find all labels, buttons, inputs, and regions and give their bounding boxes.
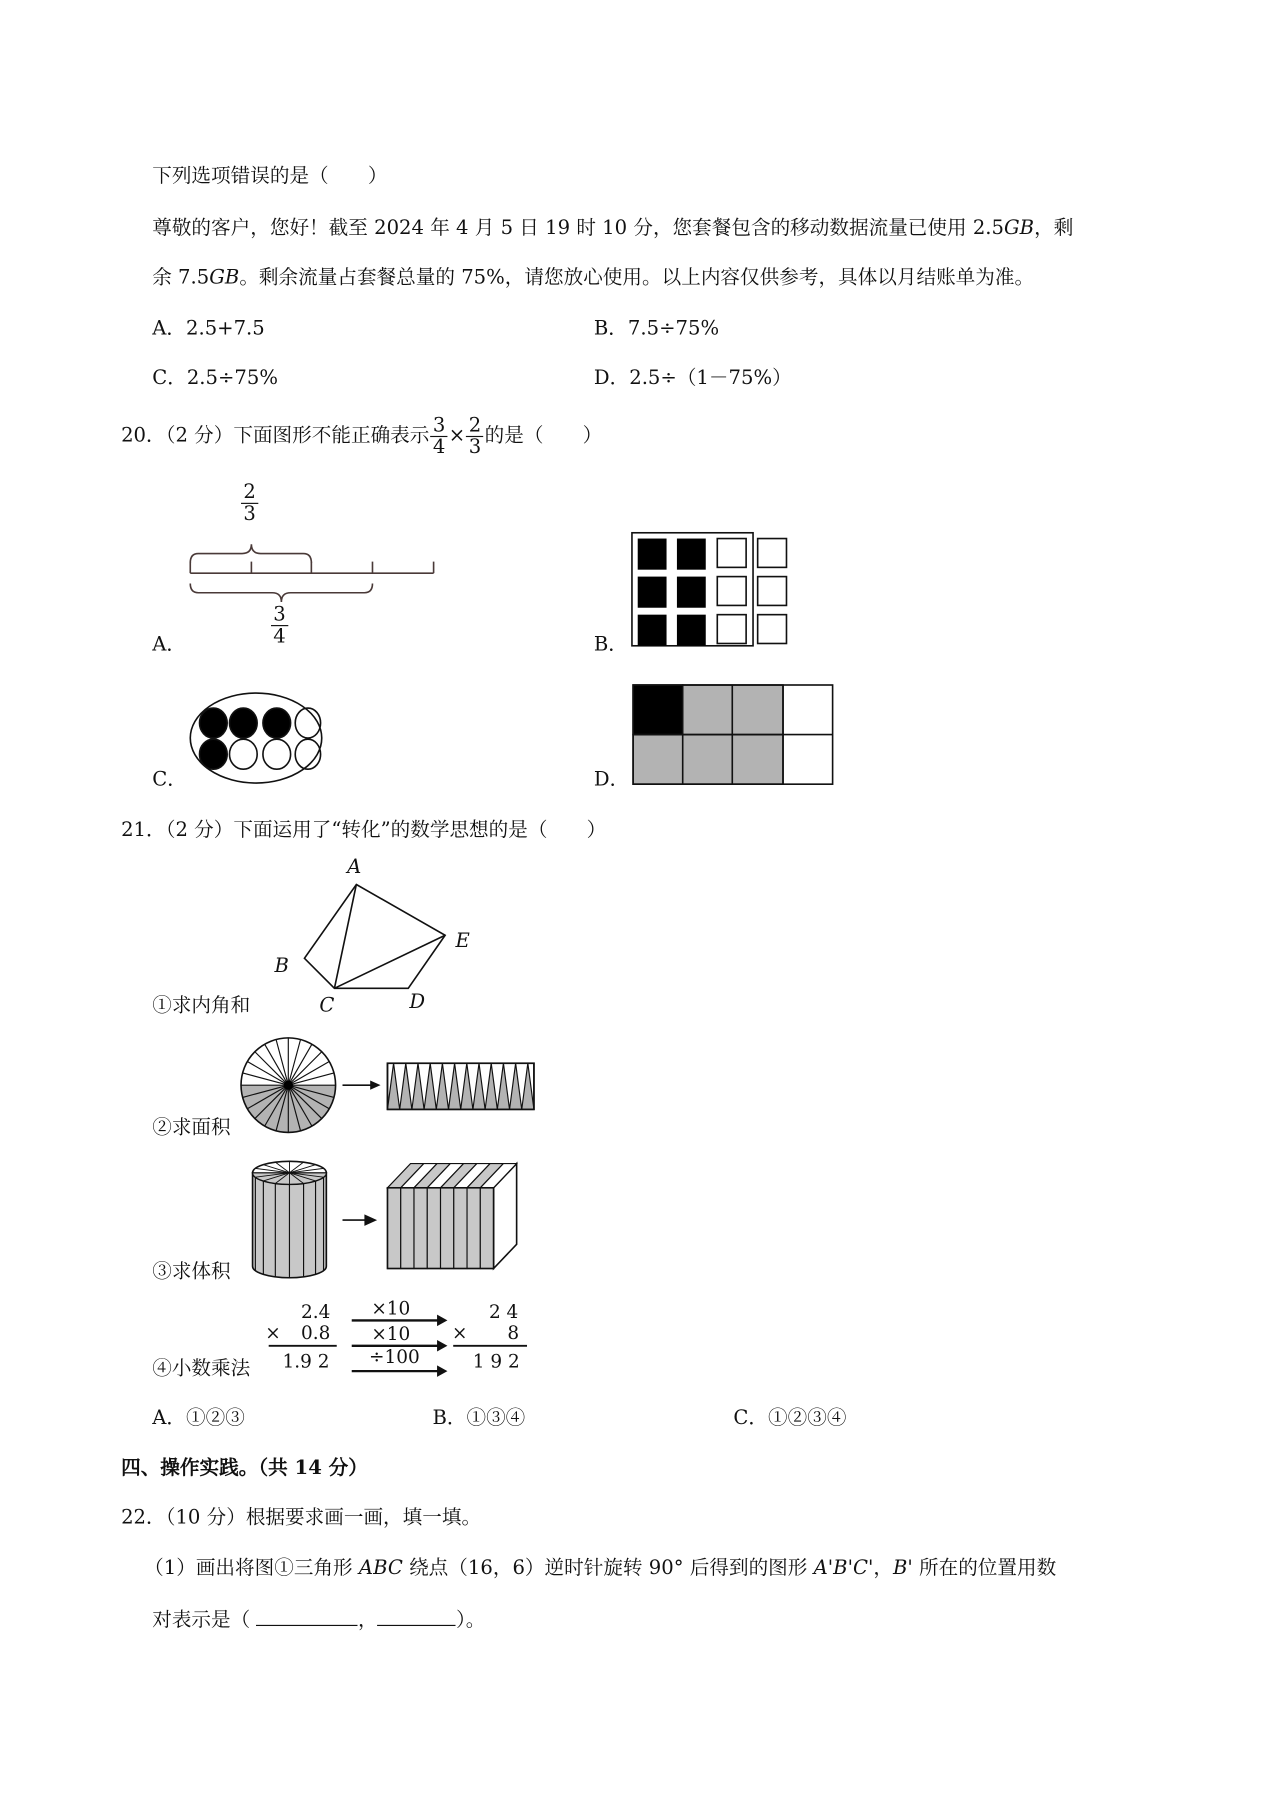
q21-item-3: ③求体积 bbox=[152, 1260, 231, 1284]
q19-option-a[interactable]: A．2.5+7.5 bbox=[152, 317, 265, 341]
calc-left-result: 1.9 2 bbox=[282, 1350, 330, 1373]
calc-right-times: × bbox=[452, 1321, 468, 1344]
cuboid-slice bbox=[401, 1188, 414, 1269]
text: 所在的位置用数 bbox=[912, 1556, 1057, 1580]
vertex-b: B bbox=[274, 954, 289, 978]
calc-right-result: 1 9 2 bbox=[472, 1350, 520, 1373]
numerator: 2 bbox=[241, 482, 258, 504]
times-sign: × bbox=[448, 424, 466, 448]
q21-item-2: ②求面积 bbox=[152, 1116, 231, 1140]
text: 20．（2 分）下面图形不能正确表示 bbox=[121, 424, 430, 448]
text: ）。 bbox=[455, 1608, 486, 1632]
cuboid-slice bbox=[427, 1188, 440, 1269]
rectangle-grid-figure bbox=[633, 685, 833, 784]
text: ，剩 bbox=[1034, 216, 1074, 240]
calc-left-mid: 0.8 bbox=[300, 1321, 331, 1344]
text: A'B'C' bbox=[813, 1556, 874, 1580]
answer-blank-y[interactable] bbox=[378, 1606, 456, 1626]
vertex-d: D bbox=[409, 990, 426, 1014]
unit: GB bbox=[209, 266, 240, 290]
text: ABC bbox=[358, 1556, 403, 1580]
section-heading: 四、操作实践。（共 14 分） bbox=[121, 1456, 368, 1480]
text: 绕点（16，6）逆时针旋转 90° 后得到的图形 bbox=[402, 1556, 814, 1580]
q20-label-c[interactable]: C． bbox=[152, 768, 187, 792]
text: （1）画出将图①三角形 bbox=[144, 1556, 359, 1580]
q21-item-1: ①求内角和 bbox=[152, 994, 251, 1018]
calc-arrow-label: ÷100 bbox=[369, 1345, 420, 1368]
cuboid-slice bbox=[467, 1188, 480, 1269]
q19-option-b[interactable]: B．7.5÷75% bbox=[593, 317, 720, 341]
text: 余 7.5 bbox=[152, 266, 210, 290]
q21-option-a[interactable]: A．①②③ bbox=[152, 1406, 245, 1430]
number-line-figure bbox=[190, 544, 433, 602]
calc-left-times: × bbox=[265, 1321, 281, 1344]
circles-figure bbox=[190, 693, 321, 783]
denominator: 3 bbox=[468, 435, 482, 459]
calc-right-top: 2 4 bbox=[488, 1300, 519, 1323]
cuboid-slice bbox=[414, 1188, 427, 1269]
pentagon-figure bbox=[304, 885, 445, 989]
q21-option-b[interactable]: B．①③④ bbox=[432, 1406, 526, 1430]
vertex-e: E bbox=[455, 929, 470, 953]
cylinder-to-cuboid-figure bbox=[253, 1161, 517, 1277]
q21-option-c[interactable]: C．①②③④ bbox=[733, 1406, 847, 1430]
cuboid-slice bbox=[454, 1188, 467, 1269]
cuboid-slice bbox=[480, 1188, 493, 1269]
numerator: 2 bbox=[466, 415, 483, 437]
numerator: 3 bbox=[431, 415, 448, 437]
denominator: 4 bbox=[432, 435, 446, 459]
circle-to-rectangle-figure bbox=[241, 1038, 534, 1133]
denominator: 3 bbox=[243, 502, 256, 526]
q20-label-b[interactable]: B． bbox=[593, 633, 628, 657]
center-dot bbox=[284, 1081, 293, 1090]
q20-label-d[interactable]: D． bbox=[593, 768, 630, 792]
text: ， bbox=[873, 1556, 893, 1580]
calc-arrow-label: ×10 bbox=[371, 1297, 411, 1320]
q19-prompt: 下列选项错误的是（ ） bbox=[152, 164, 388, 188]
unit: GB bbox=[1004, 216, 1035, 240]
text: 的是（ ） bbox=[484, 424, 603, 448]
cuboid-slice bbox=[441, 1188, 454, 1269]
q21-item-4: ④小数乘法 bbox=[152, 1357, 251, 1381]
text: ， bbox=[357, 1608, 378, 1632]
grid-squares-figure bbox=[632, 533, 787, 646]
q19-option-c[interactable]: C．2.5÷75% bbox=[152, 366, 279, 390]
text: 对表示是（ bbox=[152, 1608, 257, 1632]
q22-part1 bbox=[144, 1556, 1056, 1581]
sector-strips bbox=[387, 1063, 533, 1109]
text: B' bbox=[892, 1556, 913, 1580]
q22-part1-line2 bbox=[152, 1606, 485, 1633]
calc-arrow-label: ×10 bbox=[371, 1322, 411, 1345]
calc-right-mid: 8 bbox=[507, 1321, 520, 1344]
vertex-c: C bbox=[319, 994, 335, 1018]
denominator: 4 bbox=[273, 625, 286, 649]
vertex-a: A bbox=[347, 855, 362, 879]
calc-left-top: 2.4 bbox=[300, 1300, 331, 1323]
cuboid-slice bbox=[387, 1188, 400, 1269]
q22-prompt: 22．（10 分）根据要求画一画，填一填。 bbox=[121, 1506, 482, 1530]
text: 尊敬的客户，您好！截至 2024 年 4 月 5 日 19 时 10 分，您套餐包含的移动数据流量已使用 2.5 bbox=[152, 216, 1005, 240]
answer-blank-x[interactable] bbox=[256, 1606, 357, 1626]
numerator: 3 bbox=[271, 604, 288, 626]
text: 。剩余流量占套餐总量的 75%，请您放心使用。以上内容仅供参考，具体以月结账单为准。 bbox=[239, 266, 1035, 290]
q21-prompt: 21．（2 分）下面运用了“转化”的数学思想的是（ ） bbox=[121, 818, 607, 842]
q20-label-a[interactable]: A． bbox=[152, 633, 186, 657]
q19-option-d[interactable]: D．2.5÷（1－75%） bbox=[593, 366, 792, 390]
